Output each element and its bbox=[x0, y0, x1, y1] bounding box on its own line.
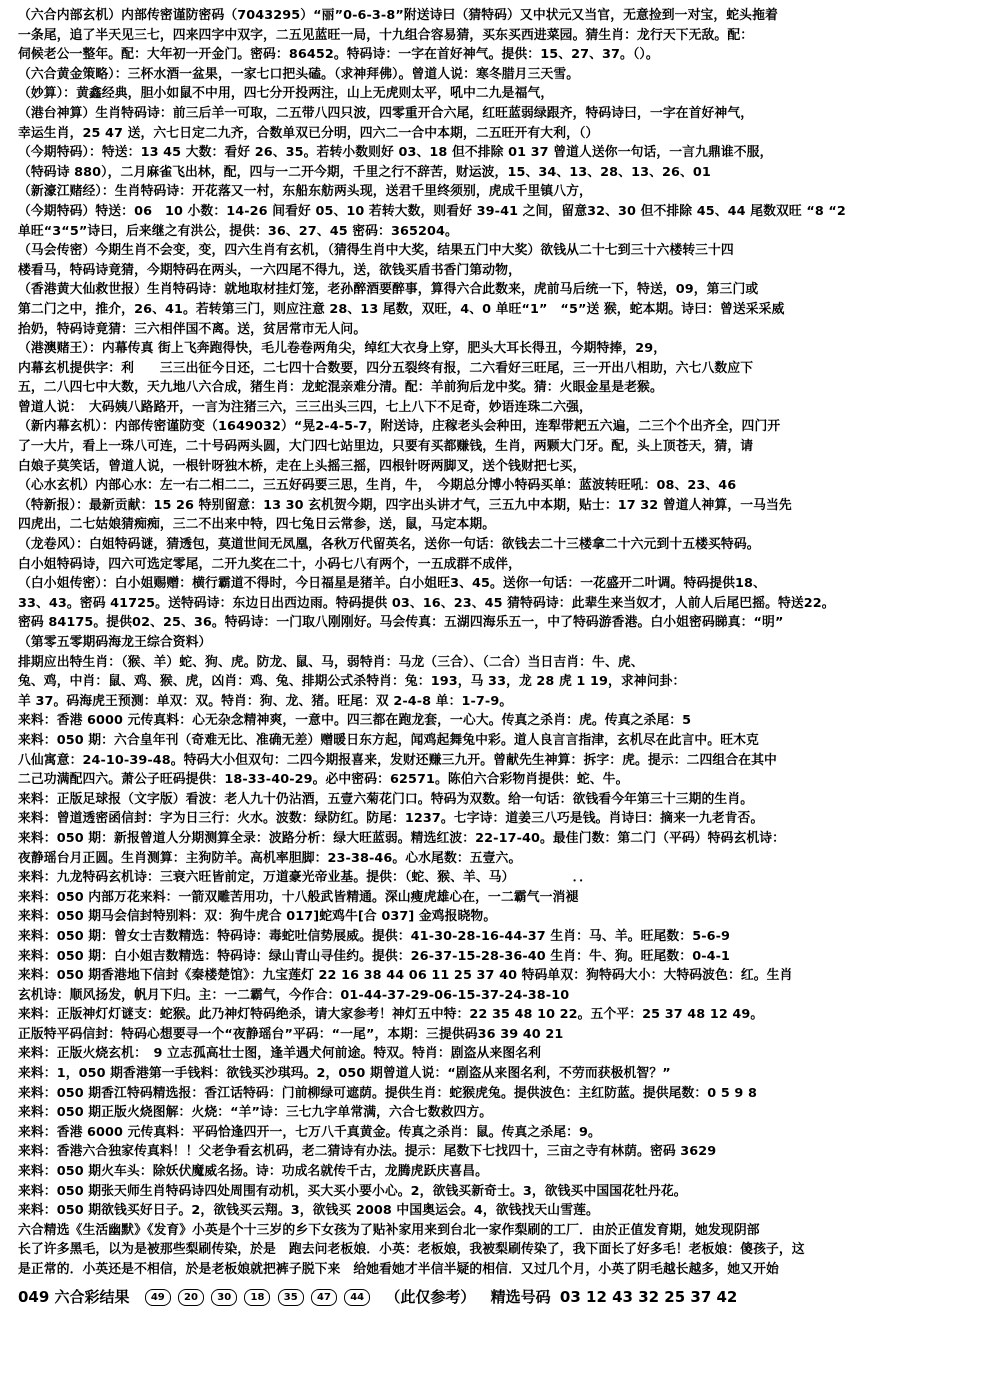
text-line: （马会传密）今期生肖不会变，变，四六生肖有玄机，（猜得生肖中大奖，结果五门中大奖）欲钱从二十七到三十六楼转三十四 bbox=[18, 243, 734, 259]
text-line: （今期特码）：特送：13 45 大数：看好 26、35。若转小数则好 03、18 但不排除 01 37 曾道人送你一句话，一言九鼎谁不服， bbox=[18, 145, 773, 161]
text-line: 33、43。密码 41725。送特码诗：东边日出西边雨。特码提供 03、16、23、45 猜特码诗：此辈生来当奴才，人前人后尾巴摇。特送22。 bbox=[18, 595, 835, 611]
text-line: （白小姐传密）：白小姐赐赠：横行霸道不得时，今日福星是猪羊。白小姐旺3、45。送你一句话：一花盛开二叶调。特码提供18、 bbox=[18, 576, 766, 592]
text-line: 来料：正版神灯灯谜支：蛇猴。此乃神灯特码绝杀，请大家参考！神灯五中特：22 35 48 10 22。五个平：25 37 48 12 49。 bbox=[18, 1007, 764, 1023]
result-ball: 20 bbox=[178, 1289, 204, 1306]
text-line: 长了许多黑毛，以为是被那些梨刷传染，於是 跑去问老板娘．小英：老板娘，我被梨刷传染了，我下面长了好多毛！老板娘：傻孩子，这 bbox=[18, 1242, 805, 1258]
text-line: 曾道人说： 大码姨八路路开，一言为注猪三六，三三出头三四，七上八下不足奇，妙语连珠二六强， bbox=[18, 399, 592, 415]
text-line: （特码诗 880），二月麻雀飞出林，配，四与一二开今期，千里之行不辞苦，财运波，15、34、13、28、13、26、01 bbox=[18, 164, 711, 180]
text-line: 正版特平码信封：特码心想要寻一个“夜静瑶台”平码：“一尾”，本期：三提供码36 39 40 21 bbox=[18, 1026, 564, 1042]
result-balls bbox=[145, 1286, 372, 1308]
text-line: （六合黄金策略）：三杯水酒一盆果，一家七口把头磕。（求神拜佛）。曾道人说：寒冬腊月三天雪。 bbox=[18, 66, 580, 82]
text-line: （心水玄机）内部心水：左一右二相二二，三五好码要三思，生肖，牛， 今期总分博小特码买单：蓝波转旺吼：08、23、46 bbox=[18, 478, 737, 494]
document-body bbox=[18, 6, 986, 1280]
text-line: 来料：050 期香江特码精选报：香江话特码：门前柳绿可遮荫。提供生肖：蛇猴虎兔。提供波色：主红防蓝。提供尾数：0 5 9 8 bbox=[18, 1085, 757, 1101]
text-line: 来料：050 期：白小姐吉数精选：特码诗：绿山青山寻佳约。提供：26-37-15-28-36-40 生肖：牛、狗。旺尾数：0-4-1 bbox=[18, 948, 731, 964]
text-line: 来料：正版足球报（文字版）看波：老人九十仍沾酒，五壹六菊花门口。特码为双数。给一句话：欲钱看今年第三十三期的生肖。 bbox=[18, 791, 754, 807]
text-line: 排期应出特生肖：（猴、羊）蛇、狗、虎。防龙、鼠、马，弱特肖：马龙（三合）、（二合）当日吉肖：牛、虎、 bbox=[18, 654, 644, 670]
text-line: 单旺“3“5”诗曰，后来继之有洪公，提供：36、27、45 密码：365204。 bbox=[18, 223, 458, 239]
text-line: 来料：香港 6000 元传真料：心无杂念精神爽，一意中。四三都在跑龙套，一心大。传真之杀肖：虎。传真之杀尾：5 bbox=[18, 713, 692, 729]
text-line: 来料：九龙特码玄机诗：三衰六旺皆前定，万道豪光帝业基。提供：（蛇、猴、羊、马） ．． bbox=[18, 870, 593, 886]
text-line: 羊 37。码海虎王预测：单双：双。特肖：狗、龙、猪。旺尾：双 2-4-8 单：1-7-9。 bbox=[18, 693, 513, 709]
result-ball: 18 bbox=[244, 1289, 270, 1306]
text-line: 白娘子莫笑话，曾道人说，一根针呀独木桥，走在上头摇三摇，四根针呀两脚叉，送个钱财把七买， bbox=[18, 458, 586, 474]
text-line: 来料：050 期：新报曾道人分期测算全录：波路分析：绿大旺蓝弱。精选红波：22-17-40。最佳门数：第二门（平码）特码玄机诗： bbox=[18, 830, 786, 846]
text-line: （特新报）：最新贡献：15 26 特别留意：13 30 玄机贺今期，四字出头讲才气，三五九中本期，贴士：17 32 曾道人神算，一马当先 bbox=[18, 497, 792, 513]
text-line: 第二门之中，推介，26、41。若转第三门，则应注意 28、13 尾数，双旺，4、0 单旺“1” “5”送 猴，蛇本期。诗曰：曾送采采威 bbox=[18, 301, 785, 317]
result-ball: 47 bbox=[311, 1289, 337, 1306]
text-line: 了一大片，看上一珠八可连，二十号码两头圆，大门四七站里边，只要有买都赚钱，生肖，两颗大门牙。配，头上顶苍天，猜，请 bbox=[18, 439, 754, 455]
text-line: 来料：050 期欲钱买好日子。2，欲钱买云翔。3，欲钱买 2008 中国奥运会。4，欲钱找天山雪莲。 bbox=[18, 1203, 599, 1219]
text-line: （六合内部玄机）内部传密谨防密码（7043295）“丽”0-6-3-8”附送诗曰（猜特码）又中状元又当官，无意捡到一对宝，蛇头拖着 bbox=[18, 8, 778, 23]
text-line: 八仙寓意：24-10-39-48。特码大小但双句：二四今期报喜来，发财还赚三九开。曾献先生神算：拆字：虎。提示：二四组合在其中 bbox=[18, 752, 777, 768]
text-line: 六合精选《生活幽默》《发育》小英是个十三岁的乡下女孩为了贴补家用来到台北一家作梨刷的工厂．由於正值发育期，她发现阴部 bbox=[18, 1222, 760, 1238]
text-line: 五，二八四七中大数，天九地八六合成，猪生肖：龙蛇混亲难分清。配：羊前狗后龙中奖。猜：火眼金星是老猴。 bbox=[18, 380, 663, 396]
selected-numbers: 03 12 43 32 25 37 42 bbox=[559, 1287, 738, 1306]
text-line: （新内幕玄机）：内部传密谨防变（1649032）“晃2-4-5-7，附送诗，庄稼老头会种田，连犁带耙五六遍，二三个个出齐全，四门开 bbox=[18, 419, 781, 435]
text-line: 玄机诗：顺风扬发，帆月下归。主：一二霸气，今作合：01-44-37-29-06-15-37-24-38-10 bbox=[18, 987, 570, 1003]
text-line: 抬奶，特码诗竟猜：三六相伴国不离。送，贫居常市无人问。 bbox=[18, 321, 367, 337]
result-ball: 30 bbox=[211, 1289, 237, 1306]
text-line: 是正常的．小英还是不相信，於是老板娘就把裤子脱下来 给她看她才半信半疑的相信．又过几个月，小英了阴毛越长越多，她又开始 bbox=[18, 1262, 779, 1277]
text-line: （港澳赌王）：内幕传真 街上飞奔跑得快，毛儿卷卷两角尖，绰红大衣身上穿，肥头大耳长得丑，今期特捧，29， bbox=[18, 341, 667, 357]
text-line: （第零五零期码海龙王综合资料） bbox=[18, 635, 212, 650]
text-line: 四虎出，二七姑娘猜痴痴，三二不出来中特，四七兔日云常参，送，鼠，马定本期。 bbox=[18, 517, 496, 533]
text-line: 内幕玄机提供字：利 三三出征今日还，二七四十合数要，四分五裂终有报，二六看好三旺尾，三一开出八相助，六七八数应下 bbox=[18, 360, 754, 376]
text-line: （妙算）：黄鑫经典，胆小如鼠不中用，四七分开投两注，山上无虎则太平，吼中二九是福气， bbox=[18, 86, 554, 102]
text-line: 密码 84175。提供02、25、36。特码诗：一门取八刚刚好。马会传真：五湖四海乐五一，中了特码游香港。白小姐密码睇真：“明” bbox=[18, 615, 784, 631]
text-line: 来料：050 期马会信封特别料：双：狗牛虎合 017]蛇鸡牛[合 037] 金鸡报晓物。 bbox=[18, 909, 497, 925]
text-line: 楼看马，特码诗竟猜，今期特码在两头，一六四尾不得九，送，欲钱买盾书香门第动物， bbox=[18, 262, 521, 278]
result-ball: 44 bbox=[344, 1289, 370, 1306]
text-line: 来料：香港六合独家传真料！！父老争看玄机码，老二猜诗有办法。提示：尾数下七找四十，三亩之寺有林荫。密码 3629 bbox=[18, 1144, 717, 1160]
result-ball: 35 bbox=[278, 1289, 304, 1306]
selected-numbers-label: 精选号码 bbox=[490, 1287, 551, 1306]
result-title: 049 六合彩结果 bbox=[18, 1287, 130, 1306]
text-line: 一条尾，追了半天见三七，四来四字中双字，二五见蓝旺一局，十九组合容易猜，买东买西进菜园。猜生肖：龙行天下无敌。配： bbox=[18, 27, 754, 43]
text-line: 兔、鸡，中肖：鼠、鸡、猴、虎，凶肖：鸡、兔、排期公式杀特肖：兔：193，马 33，龙 28 虎 1 19，求神问卦： bbox=[18, 674, 686, 690]
text-line: （龙卷风）：白姐特码谜，猜透包，莫道世间无凤凰，各秋万代留英名，送你一句话：欲钱去二十三楼拿二十六元到十五楼买特码。 bbox=[18, 537, 760, 553]
text-line: （今期特码）特送：06 10 小数：14-26 间看好 05、10 若转大数，则看好 39-41 之间，留意32、30 但不排除 45、44 尾数双旺 “8 “2 bbox=[18, 203, 846, 219]
result-note: （此仅参考） bbox=[385, 1287, 476, 1306]
text-line: 来料：1，050 期香港第一手钱料：欲钱买沙琪玛。2，050 期曾道人说：“剧盗从来图名利，不劳而获极机智？” bbox=[18, 1066, 671, 1082]
text-line: 来料：050 期：六合皇年刊（奇难无比、准确无差）赠暖日东方起，闻鸡起舞兔中彩。道人良言言指津，玄机尽在此言中。旺木克 bbox=[18, 732, 759, 748]
text-line: （港台神算）生肖特码诗：前三后羊一可取，二五带八四只波，四零重开合六尾，红旺蓝弱绿跟齐，特码诗曰，一字在首好神气， bbox=[18, 105, 754, 121]
text-line: 伺候老公一整年。配：大年初一开金门。密码：86452。特码诗：一字在首好神气。提供：15、27、37。（）。 bbox=[18, 47, 659, 63]
text-line: 来料：曾道透密函信封：字为日三行：火水。波数：绿防红。防尾：1237。七字诗：道姜三八巧是钱。肖诗曰：摘来一九老肯否。 bbox=[18, 811, 764, 827]
text-line: 白小姐特码诗，四六可选定零尾，二开九奖在二十，小码七八有两个，一五成群不成伴， bbox=[18, 556, 521, 572]
result-ball: 49 bbox=[145, 1289, 171, 1306]
text-line: 来料：050 期香港地下信封《秦楼楚馆》：九宝莲灯 22 16 38 44 06 11 25 37 40 特码单双：狗特码大小：大特码波色：红。生肖 bbox=[18, 968, 793, 984]
lottery-result-footer bbox=[18, 1286, 986, 1308]
text-line: 来料：050 期正版火烧图解：火烧：“羊”诗：三七九字单常满，六合七数救四方。 bbox=[18, 1105, 493, 1121]
text-line: 来料：香港 6000 元传真料：平码恰逢四开一，七万八千真黄金。传真之杀肖：鼠。传真之杀尾：9。 bbox=[18, 1124, 601, 1140]
text-line: 二己功满配四六。萧公子旺码提供：18-33-40-29。必中密码：62571。陈伯六合彩物肖提供：蛇、牛。 bbox=[18, 772, 629, 788]
text-line: 来料：正版火烧玄机： 9 立志孤高壮士图，逢羊遇犬何前途。特双。特肖：剧盗从来图名利 bbox=[18, 1046, 542, 1062]
text-line: 来料：050 期张天师生肖特码诗四处周围有动机，买大买小要小心。2，欲钱买新奇士。3，欲钱买中国国花牡丹花。 bbox=[18, 1183, 687, 1199]
text-line: 来料：050 期火车头：除妖伏魔威名扬。诗：功成名就传千古，龙腾虎跃庆喜昌。 bbox=[18, 1164, 489, 1180]
text-line: （香港黄大仙救世报）生肖特码诗：就地取材挂灯笼，老孙醉酒要醉事，算得六合此数来，虎前马后统一下，特送，09，第三门或 bbox=[18, 282, 759, 298]
text-line: 幸运生肖，25 47 送，六七日定二九齐，合数单双已分明，四六二一合中本期，二五旺开有大利，（） bbox=[18, 125, 599, 141]
text-line: 来料：050 内部万花来料：一箭双雕苦用功，十八般武皆精通。深山瘦虎雄心在，一二霸气一消褪 bbox=[18, 889, 579, 905]
text-line: 夜静瑶台月正圆。生肖测算：主狗防羊。高机率胆脚：23-38-46。心水尾数：五壹六。 bbox=[18, 850, 522, 866]
text-line: （新濠江赌经）：生肖特码诗：开花落又一村，东船东舫两头现，送君千里终须别，虎成千里镇八方， bbox=[18, 184, 592, 200]
text-line: 来料：050 期：曾女士吉数精选：特码诗：毒蛇吐信势展威。提供：41-30-28-16-44-37 生肖：马、羊。旺尾数：5-6-9 bbox=[18, 928, 731, 944]
